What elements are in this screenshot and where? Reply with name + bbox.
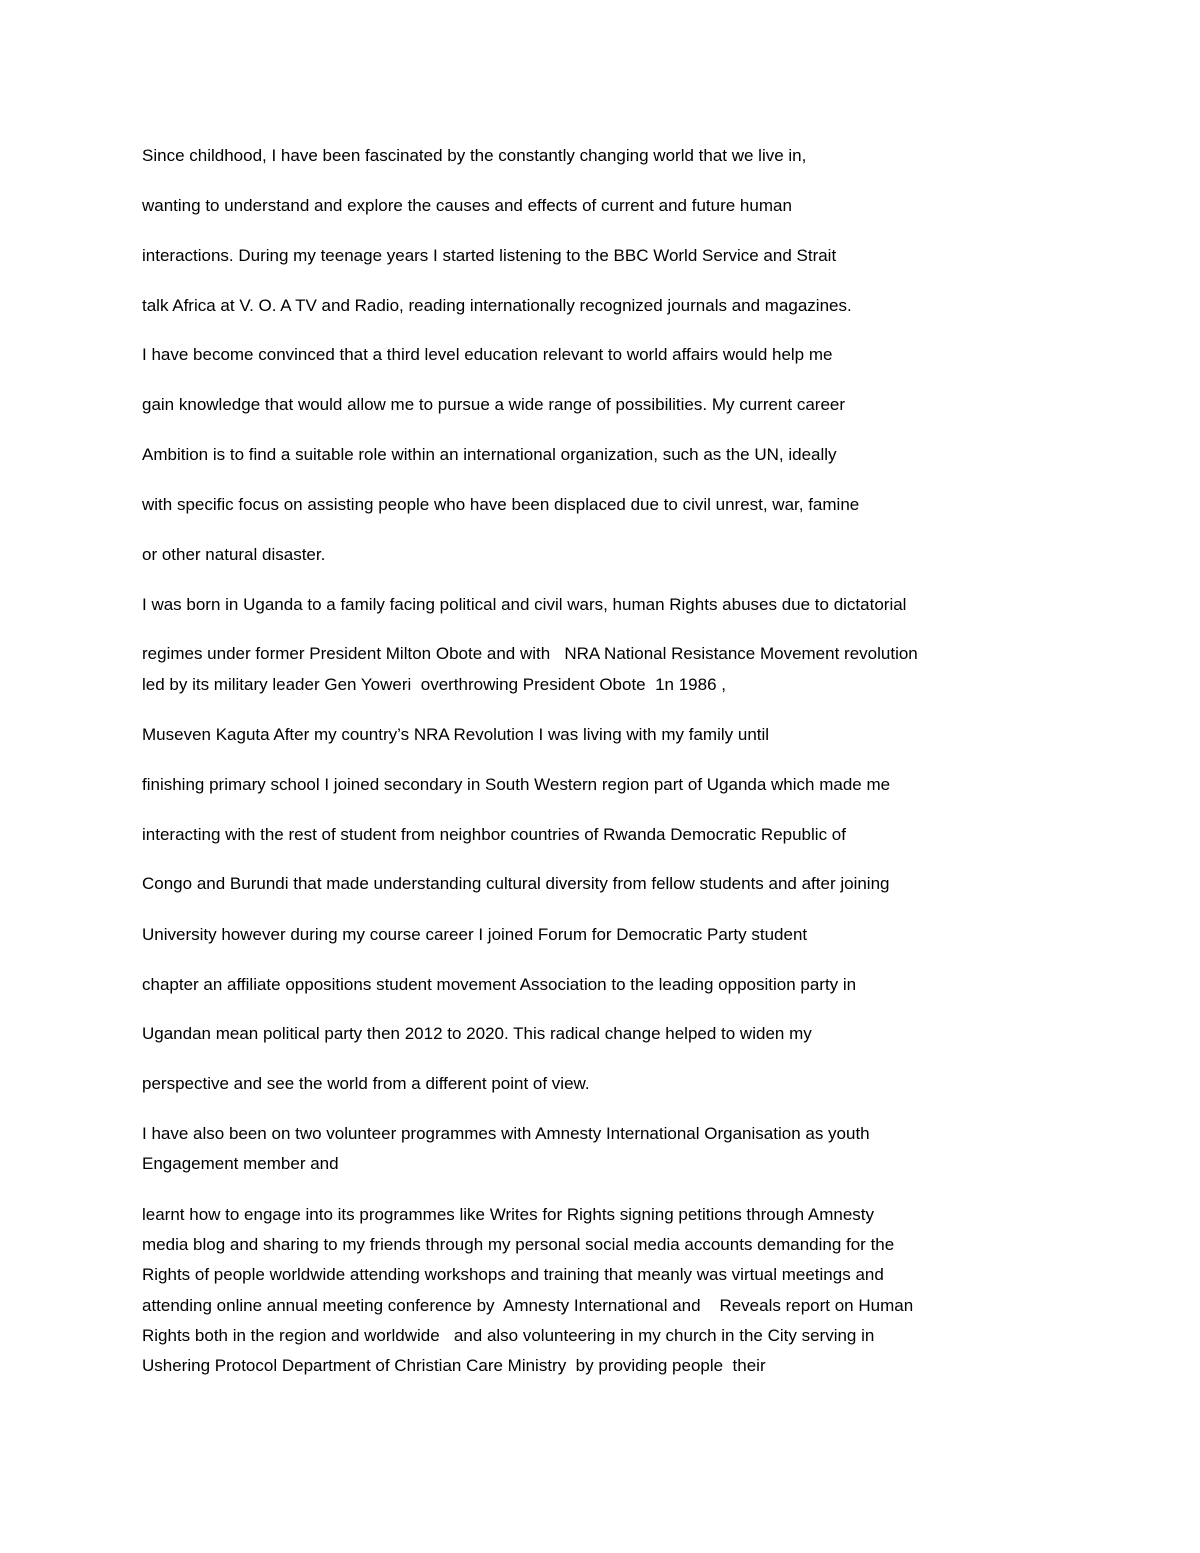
text-line: regimes under former President Milton Obote and with NRA National Resistance Movement revolution [142, 644, 918, 663]
text-line: gain knowledge that would allow me to pursue a wide range of possibilities. My current career [142, 395, 846, 414]
text-line: I have become convinced that a third level education relevant to world affairs would help me [142, 345, 833, 364]
text-line: talk Africa at V. O. A TV and Radio, reading internationally recognized journals and magazines. [142, 296, 852, 315]
text-line: Museven Kaguta After my country’s NRA Revolution I was living with my family until [142, 725, 770, 744]
text-line: finishing primary school I joined secondary in South Western region part of Uganda which made me [142, 775, 891, 794]
text-line: University however during my course career I joined Forum for Democratic Party student [142, 925, 808, 944]
text-line: or other natural disaster. [142, 545, 326, 564]
text-line: with specific focus on assisting people who have been displaced due to civil unrest, war, famine [142, 495, 860, 514]
text-line: Rights both in the region and worldwide and also volunteering in my church in the City serving in [142, 1326, 875, 1345]
text-line: attending online annual meeting conference by Amnesty International and Reveals report on Human [142, 1296, 914, 1315]
text-line: chapter an affiliate oppositions student movement Association to the leading opposition party in [142, 975, 857, 994]
text-line: interacting with the rest of student from neighbor countries of Rwanda Democratic Republic of [142, 825, 846, 844]
text-line: Ushering Protocol Department of Christian Care Ministry by providing people their [142, 1356, 766, 1375]
text-line: learnt how to engage into its programmes like Writes for Rights signing petitions through Amnesty [142, 1205, 874, 1224]
text-line: interactions. During my teenage years I started listening to the BBC World Service and Strait [142, 246, 837, 265]
text-line: Ambition is to find a suitable role within an international organization, such as the UN, ideally [142, 445, 837, 464]
text-line: led by its military leader Gen Yoweri overthrowing President Obote 1n 1986 , [142, 675, 726, 694]
text-line: Ugandan mean political party then 2012 to 2020. This radical change helped to widen my [142, 1024, 812, 1043]
text-line: I was born in Uganda to a family facing political and civil wars, human Rights abuses due to dictatorial [142, 595, 907, 614]
text-line: Since childhood, I have been fascinated by the constantly changing world that we live in, [142, 146, 807, 165]
text-line: Engagement member and [142, 1154, 339, 1173]
text-line: Rights of people worldwide attending workshops and training that meanly was virtual meetings and [142, 1265, 884, 1284]
text-line: wanting to understand and explore the causes and effects of current and future human [142, 196, 792, 215]
text-line: media blog and sharing to my friends through my personal social media accounts demanding for the [142, 1235, 895, 1254]
text-line: Congo and Burundi that made understanding cultural diversity from fellow students and after joining [142, 874, 890, 893]
text-line: perspective and see the world from a different point of view. [142, 1074, 590, 1093]
text-line: I have also been on two volunteer programmes with Amnesty International Organisation as youth [142, 1124, 870, 1143]
